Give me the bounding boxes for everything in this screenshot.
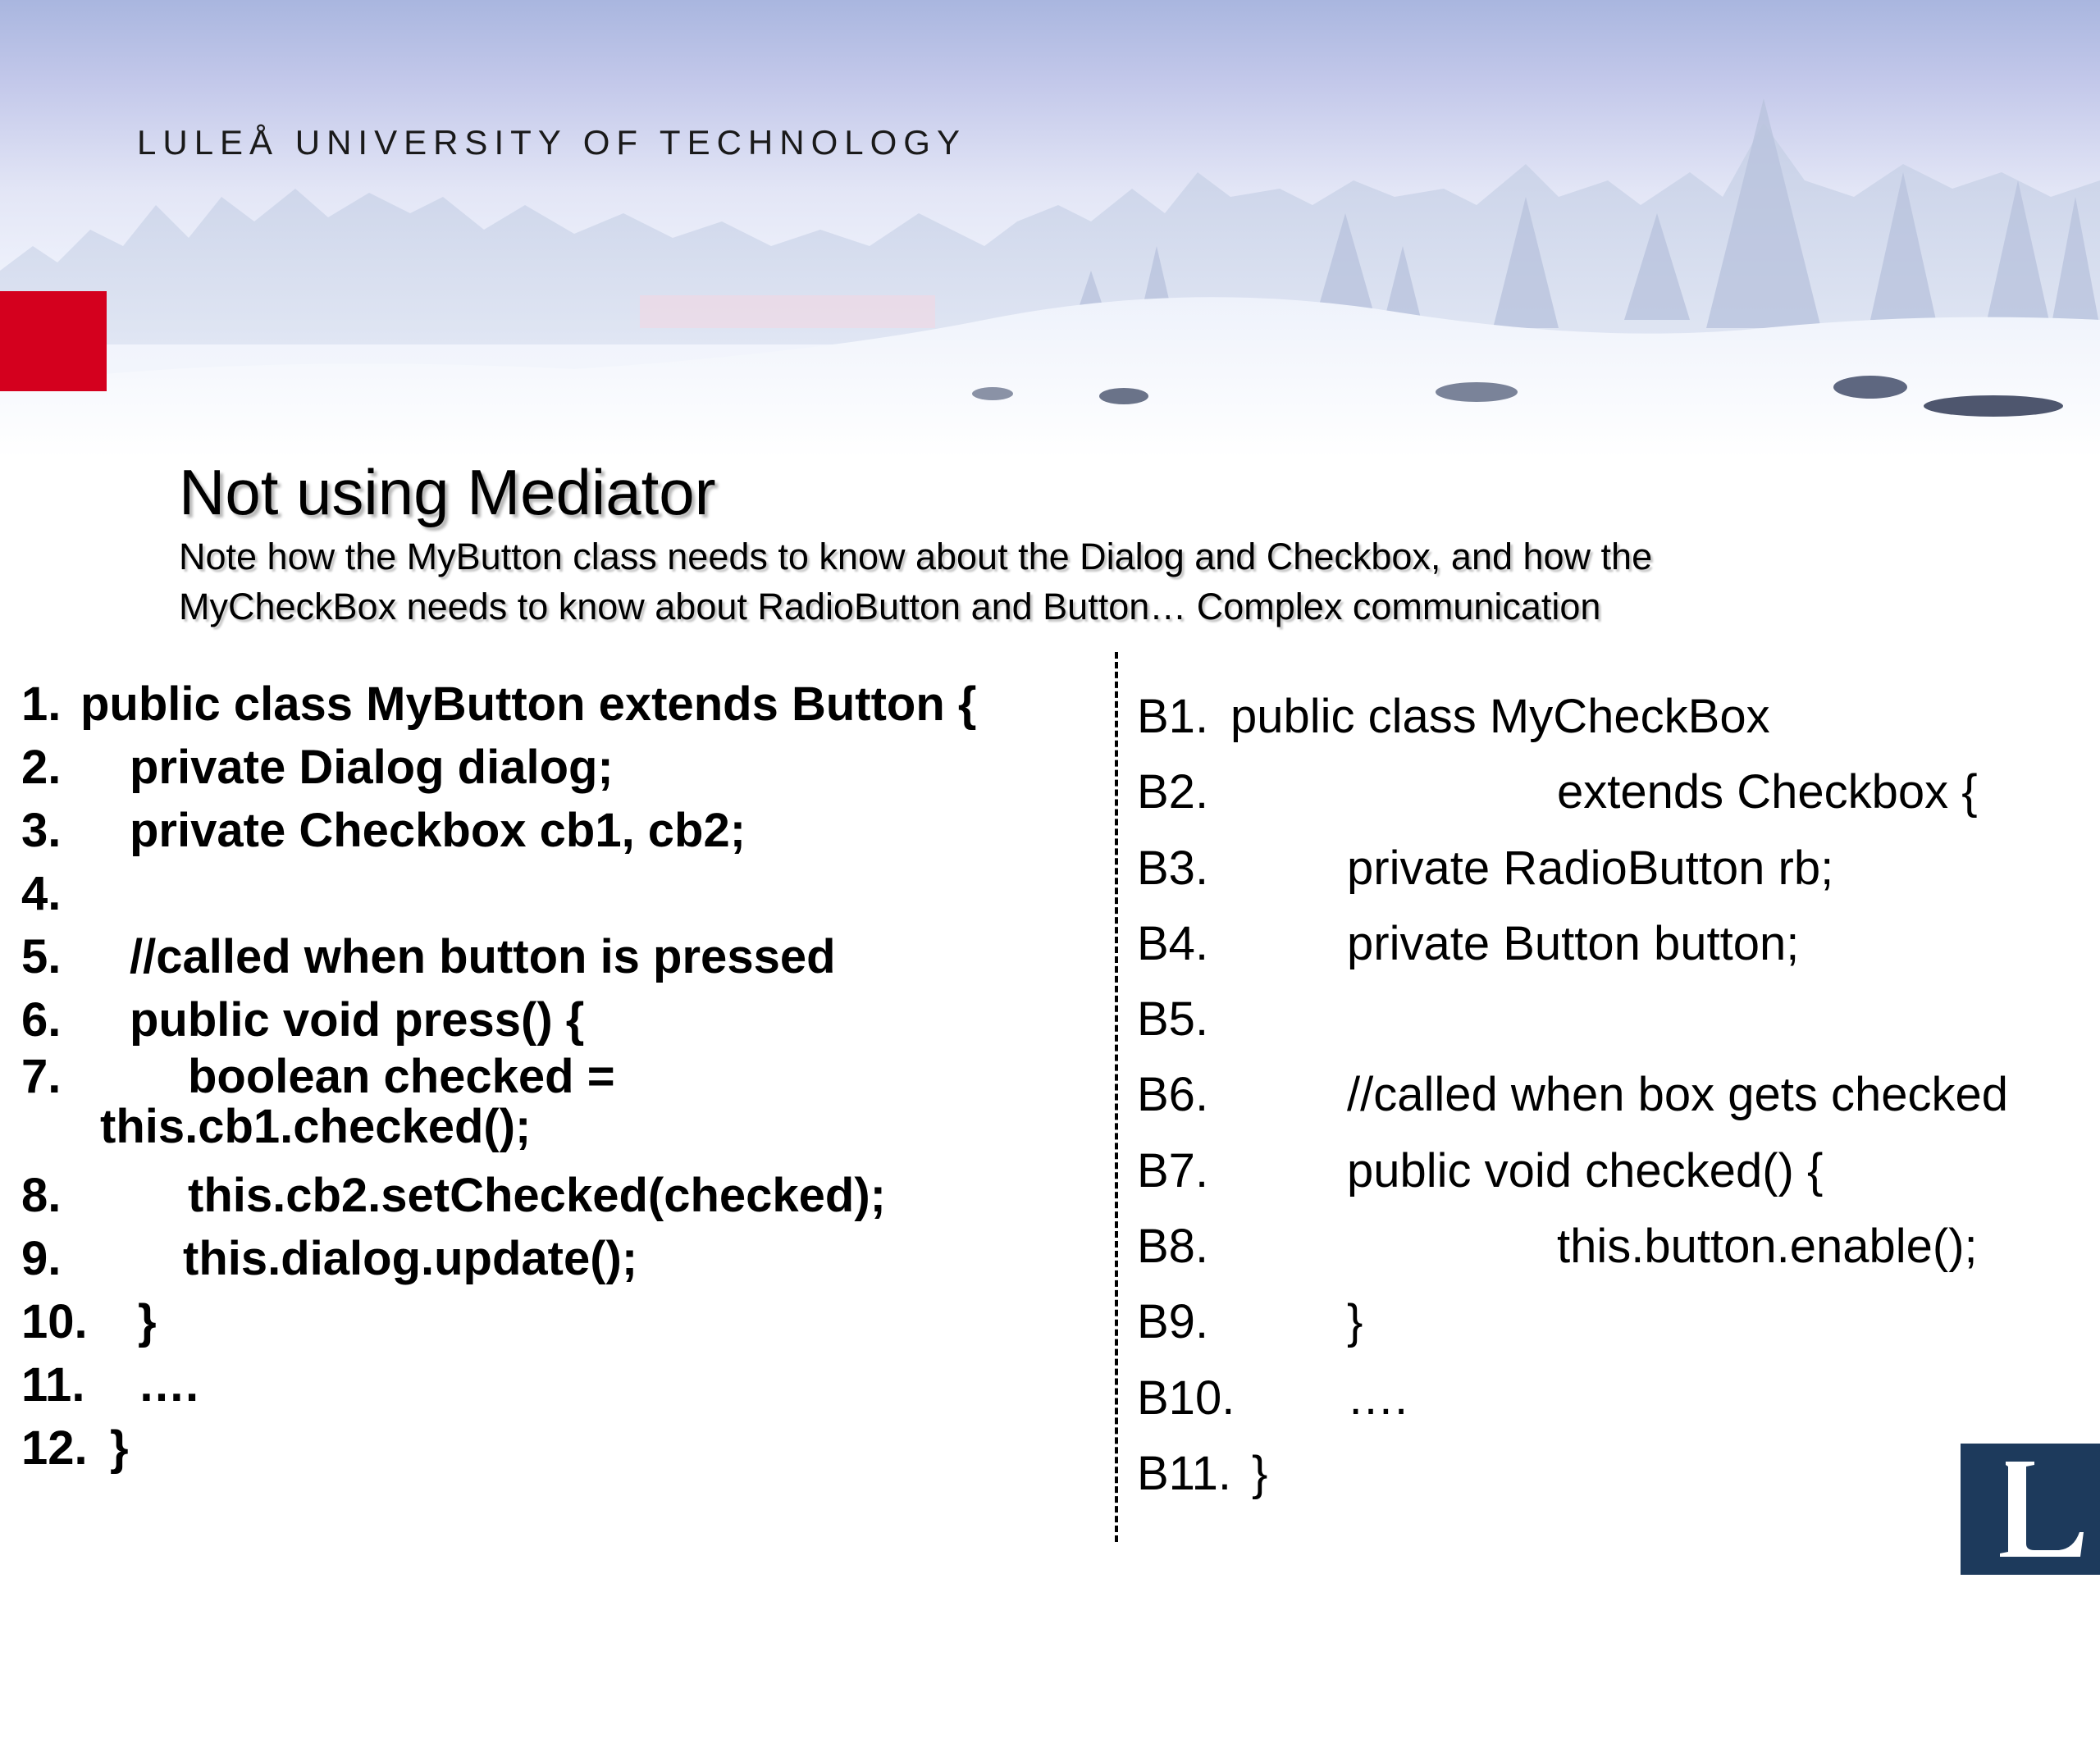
- code-text: ….: [138, 1358, 199, 1412]
- brand-square: [0, 291, 107, 391]
- mybutton-code-block: [21, 673, 1104, 1480]
- code-line: [1137, 1361, 2089, 1436]
- column-divider: [1115, 652, 1118, 1542]
- slide-note: [179, 531, 2066, 632]
- code-text: public class MyButton extends Button {: [80, 677, 977, 731]
- line-number: 10.: [21, 1295, 88, 1348]
- code-line: [21, 1164, 1104, 1227]
- note-line-1: Note how the MyButton class needs to know about the Dialog and Checkbox, and how the: [179, 536, 1653, 577]
- line-number: B5.: [1137, 992, 1209, 1047]
- line-number: B2.: [1137, 765, 1209, 819]
- code-line: [21, 736, 1104, 799]
- line-number: 7.: [21, 1050, 62, 1103]
- line-number: 9.: [21, 1232, 62, 1285]
- line-number: 3.: [21, 804, 62, 857]
- code-text: public class MyCheckBox: [1230, 690, 1770, 743]
- code-line: [21, 1227, 1104, 1290]
- code-text: }: [1347, 1295, 1363, 1349]
- code-text: public void press() {: [130, 993, 585, 1047]
- code-line: [21, 1051, 1104, 1164]
- line-number: B1.: [1137, 690, 1209, 743]
- code-text: this.dialog.update();: [183, 1232, 638, 1285]
- code-line: [1137, 1436, 2089, 1512]
- code-text: private Button button;: [1347, 916, 1800, 970]
- mycheckbox-code-block: [1137, 679, 2089, 1512]
- line-number: B8.: [1137, 1220, 1209, 1274]
- code-line: [1137, 906, 2089, 982]
- code-line: [1137, 679, 2089, 755]
- note-line-2: MyCheckBox needs to know about RadioButton and Button… Complex communication: [179, 586, 1601, 627]
- line-number: B3.: [1137, 841, 1209, 895]
- code-line: [21, 988, 1104, 1051]
- header-banner: [0, 0, 2100, 458]
- university-name: LULEÅ UNIVERSITY OF TECHNOLOGY: [137, 123, 966, 162]
- code-line: [1137, 1134, 2089, 1209]
- line-number: B4.: [1137, 916, 1209, 970]
- code-line: [21, 799, 1104, 862]
- line-number: 12.: [21, 1421, 88, 1475]
- line-number: B7.: [1137, 1143, 1209, 1197]
- line-number: B11.: [1137, 1446, 1232, 1500]
- line-number: B9.: [1137, 1295, 1209, 1349]
- code-line: [1137, 1057, 2089, 1133]
- code-text: private Checkbox cb1, cb2;: [130, 804, 746, 857]
- line-number: 6.: [21, 993, 62, 1047]
- code-text: //called when box gets checked: [1347, 1068, 2009, 1122]
- code-text: ….: [1347, 1371, 1408, 1425]
- code-text: extends Checkbox {: [1557, 765, 1978, 819]
- code-line: [1137, 831, 2089, 906]
- code-text: boolean checked =: [188, 1050, 615, 1103]
- code-text: this.button.enable();: [1557, 1220, 1978, 1274]
- code-text: private RadioButton rb;: [1347, 841, 1834, 895]
- slide-title: Not using Mediator: [179, 456, 716, 528]
- code-line: [21, 1290, 1104, 1353]
- code-text: }: [138, 1295, 157, 1348]
- line-number: B6.: [1137, 1068, 1209, 1122]
- code-line: [1137, 755, 2089, 830]
- code-text: public void checked() {: [1347, 1143, 1824, 1197]
- code-line: [21, 1353, 1104, 1416]
- line-number: B10.: [1137, 1371, 1235, 1425]
- code-text: //called when button is pressed: [130, 930, 836, 983]
- line-number: 5.: [21, 930, 62, 983]
- code-line: [21, 1416, 1104, 1480]
- winter-landscape-image: [0, 0, 2100, 458]
- line-number: 2.: [21, 741, 62, 794]
- code-line: [21, 862, 1104, 925]
- line-number: 8.: [21, 1169, 62, 1222]
- code-line: [1137, 982, 2089, 1057]
- lulea-logo-icon: [1961, 1444, 2100, 1575]
- code-line: [21, 673, 1104, 736]
- code-line: [1137, 1284, 2089, 1360]
- line-number: 11.: [21, 1358, 85, 1412]
- line-number: 1.: [21, 677, 62, 731]
- code-text: }: [110, 1421, 129, 1475]
- code-text-continued: this.cb1.checked();: [100, 1100, 532, 1153]
- code-text: this.cb2.setChecked(checked);: [188, 1169, 886, 1222]
- code-line: [21, 925, 1104, 988]
- code-line: [1137, 1209, 2089, 1284]
- code-text: private Dialog dialog;: [130, 741, 614, 794]
- line-number: 4.: [21, 867, 62, 920]
- code-text: }: [1252, 1446, 1268, 1500]
